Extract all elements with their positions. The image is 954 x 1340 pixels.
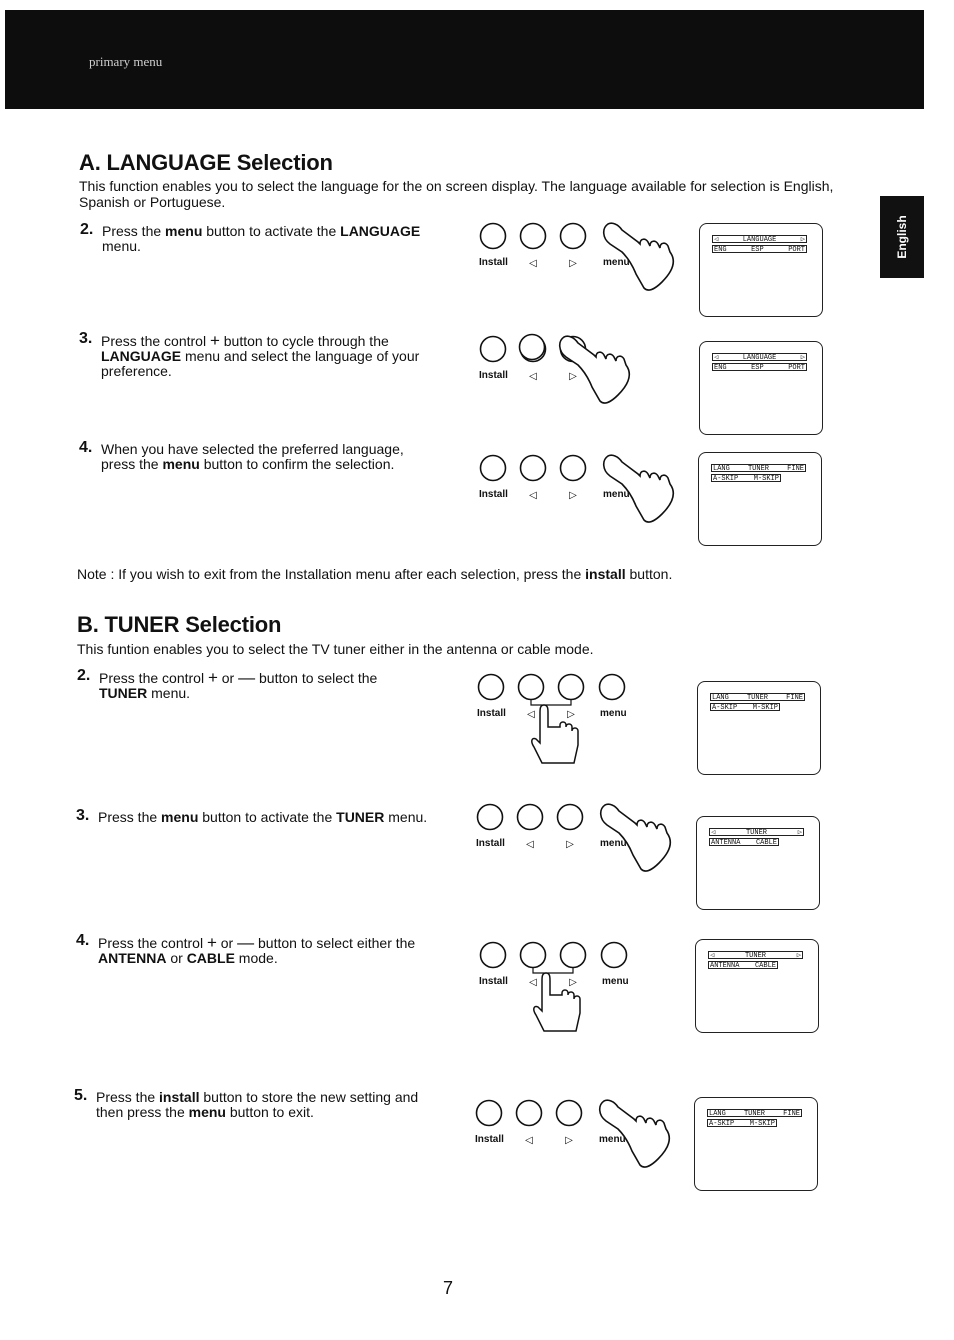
step-text: TUNER <box>336 809 385 825</box>
menu-label: menu <box>603 489 630 500</box>
step <box>80 221 432 254</box>
remote-button <box>521 224 546 249</box>
step-text: — <box>238 668 256 687</box>
screen-menu-item: ENG <box>714 246 727 254</box>
remote-diagram <box>476 452 706 548</box>
step-text: CABLE <box>186 950 235 966</box>
screen-menu-item: M-SKIP <box>753 475 779 483</box>
plus-arrow-icon: ▷ <box>565 1135 573 1146</box>
step <box>77 667 429 701</box>
step <box>76 932 438 966</box>
left-arrow-icon: ◁ <box>714 354 719 362</box>
screen-menu-item: LANG <box>709 1110 726 1118</box>
pointing-hand-icon <box>560 336 630 403</box>
tv-screen <box>695 939 819 1033</box>
section-a-title: A. LANGUAGE Selection <box>79 150 333 175</box>
remote-button <box>561 943 586 968</box>
screen-menu-item: LANG <box>712 694 729 702</box>
minus-arrow-icon: ◁ <box>527 709 535 720</box>
screen-menu-item: ESP <box>751 364 764 372</box>
screen-menu-row <box>711 474 781 482</box>
remote-button <box>557 1101 582 1126</box>
screen-menu-row <box>710 703 780 711</box>
step-text: menu. <box>147 685 191 701</box>
step-number: 4. <box>76 932 90 949</box>
remote-button <box>521 943 546 968</box>
plus-arrow-icon: ▷ <box>567 709 575 720</box>
screen-menu-item: PORT <box>788 364 805 372</box>
install-label: Install <box>479 976 508 987</box>
right-arrow-icon: ▷ <box>800 236 805 244</box>
screen-menu-item: LANGUAGE <box>742 354 777 362</box>
step-text: + <box>206 933 217 952</box>
step-text: button to activate the <box>202 223 341 239</box>
tv-screen <box>696 816 820 910</box>
remote-button <box>561 456 586 481</box>
remote-buttons <box>476 939 706 1035</box>
right-arrow-icon: ▷ <box>797 829 802 837</box>
menu-label: menu <box>600 708 627 719</box>
screen-menu-item: FINE <box>786 694 803 702</box>
install-label: Install <box>479 257 508 268</box>
language-tab-label: English <box>895 215 909 259</box>
step-text: ANTENNA <box>98 950 167 966</box>
step-text: Press the <box>102 223 166 239</box>
step <box>79 330 431 379</box>
step-text: button to select the <box>255 670 378 686</box>
step-number: 5. <box>74 1087 88 1104</box>
screen-menu-row <box>709 838 779 846</box>
install-label: Install <box>479 489 508 500</box>
plus-arrow-icon: ▷ <box>569 258 577 269</box>
right-arrow-icon: ▷ <box>796 952 801 960</box>
step <box>74 1087 426 1120</box>
screen-menu-row <box>709 828 804 836</box>
step-text: button to select either the <box>254 935 416 951</box>
remote-buttons <box>474 671 704 767</box>
step <box>76 807 428 825</box>
remote-button <box>478 805 503 830</box>
language-tab <box>880 196 924 278</box>
screen-menu-item: LANGUAGE <box>742 236 777 244</box>
step-text: LANGUAGE <box>101 348 182 364</box>
screen-menu-item: TUNER <box>745 829 767 837</box>
step-text: button to exit. <box>225 1104 314 1120</box>
screen-menu-item: M-SKIP <box>752 704 778 712</box>
minus-arrow-icon: ◁ <box>529 977 537 988</box>
screen-menu-item: ANTENNA <box>710 962 740 970</box>
section-b-title: B. TUNER Selection <box>77 612 282 637</box>
remote-buttons <box>476 333 706 429</box>
step-number: 3. <box>76 807 90 824</box>
step-text: — <box>237 933 255 952</box>
note <box>77 566 672 582</box>
tv-screen <box>699 223 823 317</box>
screen-menu-row <box>710 693 805 701</box>
screen-menu-row <box>712 363 807 371</box>
install-label: Install <box>476 838 505 849</box>
step-text: button to activate the <box>198 809 337 825</box>
remote-button <box>481 337 506 362</box>
step-text: Press the <box>98 809 162 825</box>
left-arrow-icon: ◁ <box>710 952 715 960</box>
step-number: 3. <box>79 330 93 347</box>
install-label: Install <box>479 370 508 381</box>
note-text-bold: install <box>585 566 626 582</box>
menu-label: menu <box>602 976 629 987</box>
step-number: 4. <box>79 439 93 456</box>
step-text: or <box>216 935 238 951</box>
screen-menu-item: ESP <box>751 246 764 254</box>
screen-menu-item: TUNER <box>747 465 769 473</box>
screen-menu-row <box>712 245 807 253</box>
section-a-intro: This function enables you to select the language for the on screen display. The language available for selection is English, Spanish or Portuguese. <box>79 178 834 210</box>
plus-arrow-icon: ▷ <box>566 839 574 850</box>
screen-menu-item: ANTENNA <box>711 839 741 847</box>
remote-button <box>559 675 584 700</box>
remote-button <box>479 675 504 700</box>
menu-label: menu <box>603 257 630 268</box>
minus-arrow-icon: ◁ <box>529 490 537 501</box>
remote-button <box>521 456 546 481</box>
step-text: Press the control <box>101 333 210 349</box>
step <box>79 439 441 472</box>
step-text: mode. <box>234 950 278 966</box>
screen-menu-row <box>712 353 807 361</box>
remote-button <box>561 224 586 249</box>
remote-button <box>600 675 625 700</box>
page-number: 7 <box>443 1278 454 1298</box>
step-text: TUNER <box>99 685 148 701</box>
minus-arrow-icon: ◁ <box>529 258 537 269</box>
screen-menu-row <box>707 1119 777 1127</box>
remote-button <box>481 943 506 968</box>
step-text: LANGUAGE <box>340 223 421 239</box>
tv-screen <box>699 341 823 435</box>
tv-screen <box>697 681 821 775</box>
plus-arrow-icon: ▷ <box>569 490 577 501</box>
screen-menu-item: A-SKIP <box>712 704 738 712</box>
step-text: button to cycle through the <box>219 333 389 349</box>
remote-button <box>477 1101 502 1126</box>
step-text: Press the <box>96 1089 160 1105</box>
step-text: Press the control <box>99 670 208 686</box>
remote-diagram <box>476 939 706 1035</box>
minus-arrow-icon: ◁ <box>526 839 534 850</box>
step-text: menu. <box>102 238 141 254</box>
minus-arrow-icon: ◁ <box>525 1135 533 1146</box>
tv-screen <box>694 1097 818 1191</box>
step-text: button to confirm the selection. <box>199 456 395 472</box>
plus-arrow-icon: ▷ <box>569 371 577 382</box>
step-text: button to store the new setting and then press the <box>96 1089 419 1120</box>
header-bar <box>5 10 924 109</box>
screen-menu-item: FINE <box>783 1110 800 1118</box>
remote-diagram <box>472 1097 702 1193</box>
screen-menu-item: TUNER <box>743 1110 765 1118</box>
step-text: menu. <box>384 809 428 825</box>
step-number: 2. <box>77 667 91 684</box>
right-arrow-icon: ▷ <box>800 354 805 362</box>
step-number: 2. <box>80 221 94 238</box>
screen-menu-row <box>708 951 803 959</box>
step-text: + <box>209 331 220 350</box>
step-text: or <box>166 950 187 966</box>
header-text: primary menu <box>89 54 163 69</box>
step-text: menu <box>162 456 200 472</box>
remote-button <box>558 805 583 830</box>
menu-label: menu <box>599 1134 626 1145</box>
screen-menu-item: ENG <box>714 364 727 372</box>
screen-menu-item: TUNER <box>744 952 766 960</box>
remote-buttons <box>476 452 706 548</box>
remote-diagram <box>476 220 706 316</box>
remote-button <box>517 1101 542 1126</box>
remote-diagram <box>474 671 704 767</box>
step-text: menu and select the language of your preference. <box>101 348 420 379</box>
plus-arrow-icon: ▷ <box>569 977 577 988</box>
remote-button <box>602 943 627 968</box>
screen-menu-item: TUNER <box>746 694 768 702</box>
remote-button <box>481 456 506 481</box>
screen-menu-row <box>707 1109 802 1117</box>
step-text: menu <box>165 223 203 239</box>
remote-buttons <box>476 220 706 316</box>
screen-menu-row <box>708 961 778 969</box>
left-arrow-icon: ◁ <box>714 236 719 244</box>
screen-menu-item: CABLE <box>755 839 777 847</box>
remote-diagram <box>473 801 703 897</box>
menu-label: menu <box>600 838 627 849</box>
step-text: + <box>207 668 218 687</box>
screen-menu-item: M-SKIP <box>749 1120 775 1128</box>
left-arrow-icon: ◁ <box>711 829 716 837</box>
screen-menu-item: PORT <box>788 246 805 254</box>
step-text: or <box>217 670 239 686</box>
screen-menu-item: FINE <box>787 465 804 473</box>
remote-button <box>519 675 544 700</box>
screen-menu-item: A-SKIP <box>713 475 739 483</box>
screen-menu-item: A-SKIP <box>709 1120 735 1128</box>
tv-screen <box>698 452 822 546</box>
step-text: menu <box>161 809 199 825</box>
remote-buttons <box>472 1097 702 1193</box>
remote-buttons <box>473 801 703 897</box>
step-text: menu <box>188 1104 226 1120</box>
step-text: Press the control <box>98 935 207 951</box>
install-label: Install <box>475 1134 504 1145</box>
step-text: When you have selected the preferred language, press the <box>101 441 404 472</box>
remote-button <box>481 224 506 249</box>
minus-arrow-icon: ◁ <box>529 371 537 382</box>
remote-button <box>518 805 543 830</box>
screen-menu-item: CABLE <box>754 962 776 970</box>
screen-menu-item: LANG <box>713 465 730 473</box>
section-b-intro: This funtion enables you to select the TV tuner either in the antenna or cable mode. <box>77 641 594 657</box>
install-label: Install <box>477 708 506 719</box>
note-text-post: button. <box>625 566 673 582</box>
note-text-pre: Note : If you wish to exit from the Installation menu after each selection, press the <box>77 566 586 582</box>
step-text: install <box>159 1089 200 1105</box>
screen-menu-row <box>712 235 807 243</box>
remote-diagram <box>476 333 706 429</box>
screen-menu-row <box>711 464 806 472</box>
